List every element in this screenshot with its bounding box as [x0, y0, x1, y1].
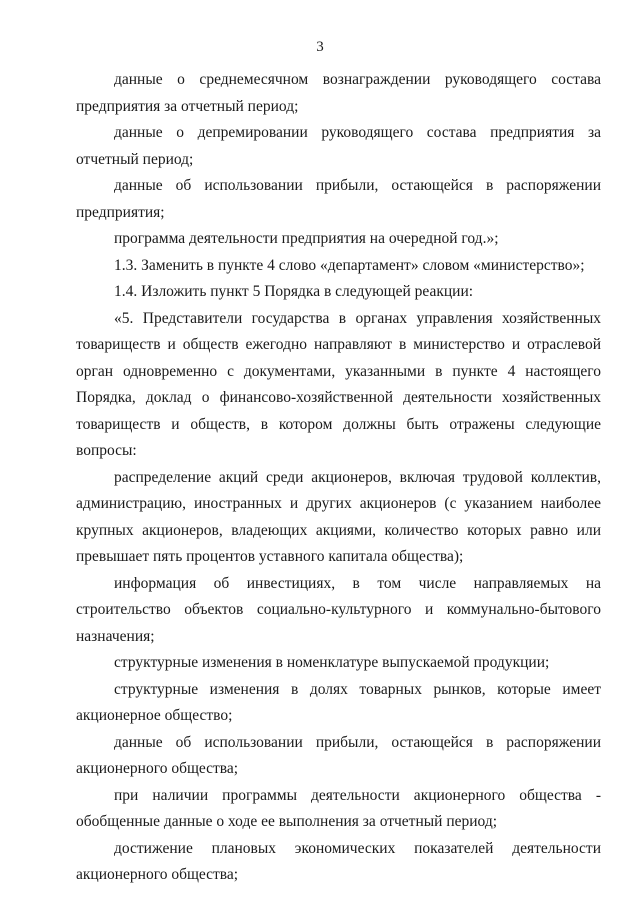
paragraph-share-distribution: распределение акций среди акционеров, включая трудовой коллектив, администрацию, иностранных и других акционеров (с указанием наиболее крупных акционеров, владеющих акциями, количество которых равно или превышает пять процентов уставного капитала общества); [76, 468, 601, 565]
paragraph-depremiation: данные о депремировании руководящего состава предприятия за отчетный период; [76, 124, 601, 168]
paragraph-item-1-4: 1.4. Изложить пункт 5 Порядка в следующей реакции: [114, 283, 474, 300]
paragraph-activity-program: программа деятельности предприятия на очередной год.»; [114, 230, 499, 247]
paragraph-investments: информация об инвестициях, в том числе направляемых на строительство объектов социально-культурного и коммунально-бытового назначения; [76, 574, 601, 645]
page-number: 3 [316, 39, 324, 55]
paragraph-profit-usage-company: данные об использовании прибыли, остающейся в распоряжении акционерного общества; [76, 733, 601, 777]
paragraph-program-progress: при наличии программы деятельности акционерного общества - обобщенные данные о ходе ее выполнения за отчетный период; [76, 786, 601, 830]
document-body [76, 67, 601, 889]
paragraph-item-5-intro: «5. Представители государства в органах управления хозяйственных товариществ и обществ ежегодно направляют в министерство и отраслевой орган одновременно с документами, указанными в пункте 4 настоящего Порядка, доклад о финансово-хозяйственной деятельности хозяйственных товариществ и обществ, в котором должны быть отражены следующие вопросы: [76, 309, 601, 459]
paragraph-profit-usage-enterprise: данные об использовании прибыли, остающейся в распоряжении предприятия; [76, 177, 601, 221]
paragraph-item-1-3: 1.3. Заменить в пункте 4 слово «департамент» словом «министерство»; [114, 256, 585, 274]
paragraph-planned-indicators: достижение плановых экономических показателей деятельности акционерного общества; [76, 839, 601, 883]
paragraph-market-share-changes: структурные изменения в долях товарных рынков, которые имеет акционерное общество; [76, 680, 601, 724]
paragraph-avg-remuneration: данные о среднемесячном вознаграждении руководящего состава предприятия за отчетный период; [76, 71, 601, 115]
paragraph-nomenclature-changes: структурные изменения в номенклатуре выпускаемой продукции; [114, 654, 550, 671]
